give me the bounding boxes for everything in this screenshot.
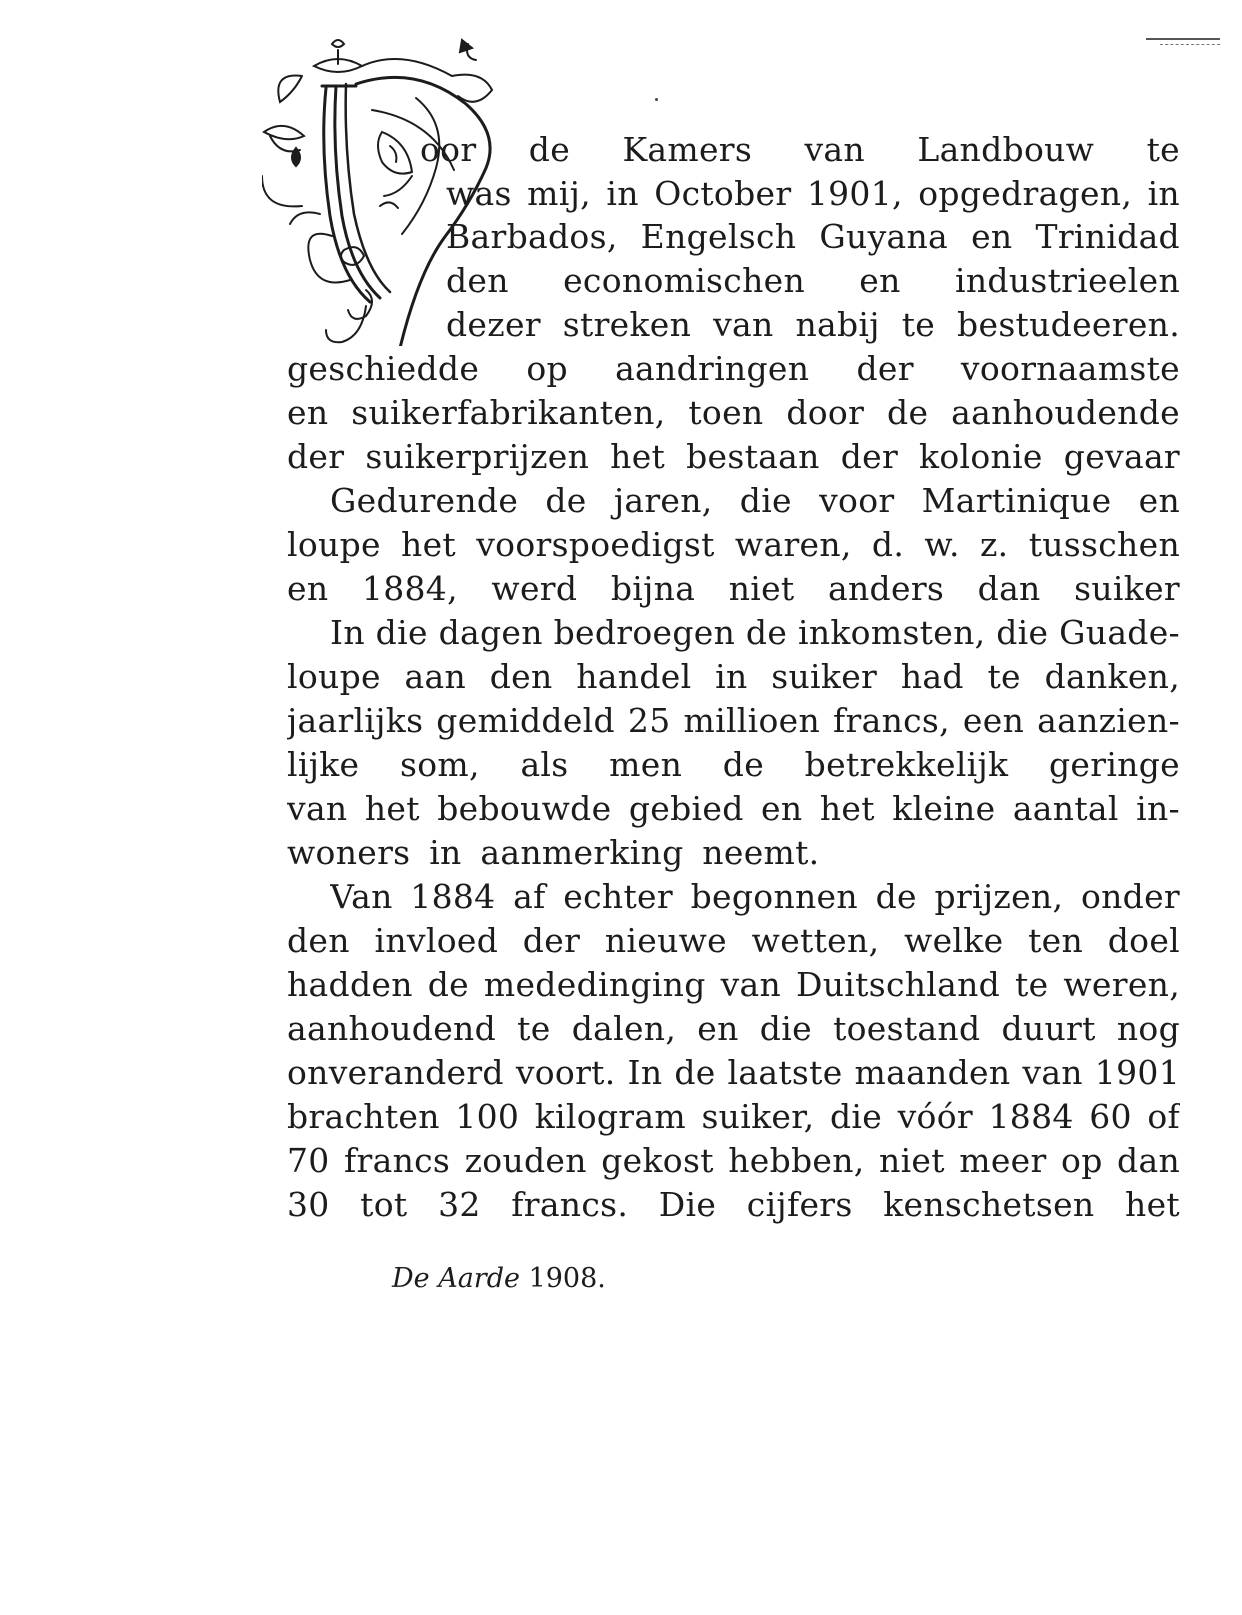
text-line: lijke som, als men de betrekkelijk geringe [287,745,1180,784]
text-line: Gedurende de jaren, die voor Martinique en [330,481,1180,520]
text-line: Van 1884 af echter begonnen de prijzen, onder [330,877,1180,916]
text-line: 70 francs zouden gekost hebben, niet meer op dan [287,1141,1180,1180]
text-line: van het bebouwde gebied en het kleine aantal in- [287,789,1180,828]
journal-title: De Aarde [392,1263,520,1294]
text-line: brachten 100 kilogram suiker, die vóór 1884 60 of [287,1097,1180,1136]
text-line: was mij, in October 1901, opgedragen, in [446,174,1180,213]
text-line: woners in aanmerking neemt. [287,833,820,872]
text-line: oor de Kamers van Landbouw te [420,130,1180,169]
journal-year: 1908. [528,1263,606,1294]
text-line: jaarlijks gemiddeld 25 millioen francs, een aanzien- [287,701,1180,740]
text-line: den invloed der nieuwe wetten, welke ten doel [287,921,1180,960]
text-line: loupe het voorspoedigst waren, d. w. z. tusschen [287,525,1180,564]
page-footer [392,1262,606,1296]
text-line: dezer streken van nabij te bestudeeren. [446,305,1180,344]
text-line: onveranderd voort. In de laatste maanden van 1901 [287,1053,1180,1092]
text-line: den economischen en industrieelen [446,261,1180,300]
corner-rule [1146,38,1220,42]
text-line: aanhoudend te dalen, en die toestand duurt nog [287,1009,1180,1048]
corner-rule-dashed [1160,44,1220,45]
text-line: In die dagen bedroegen de inkomsten, die Guade- [330,613,1180,652]
text-line: der suikerprijzen het bestaan der kolonie gevaar [287,437,1180,476]
text-line: 30 tot 32 francs. Die cijfers kenschetsen het [287,1185,1180,1224]
text-line: en suikerfabrikanten, toen door de aanhoudende [287,393,1180,432]
text-line: geschiedde op aandringen der voornaamste [287,349,1180,388]
ink-speck [655,98,658,101]
text-line: en 1884, werd bijna niet anders dan suiker [287,569,1180,608]
text-line: loupe aan den handel in suiker had te danken, [287,657,1180,696]
text-line: hadden de mededinging van Duitschland te weren, [287,965,1180,1004]
text-line: Barbados, Engelsch Guyana en Trinidad [446,217,1180,256]
